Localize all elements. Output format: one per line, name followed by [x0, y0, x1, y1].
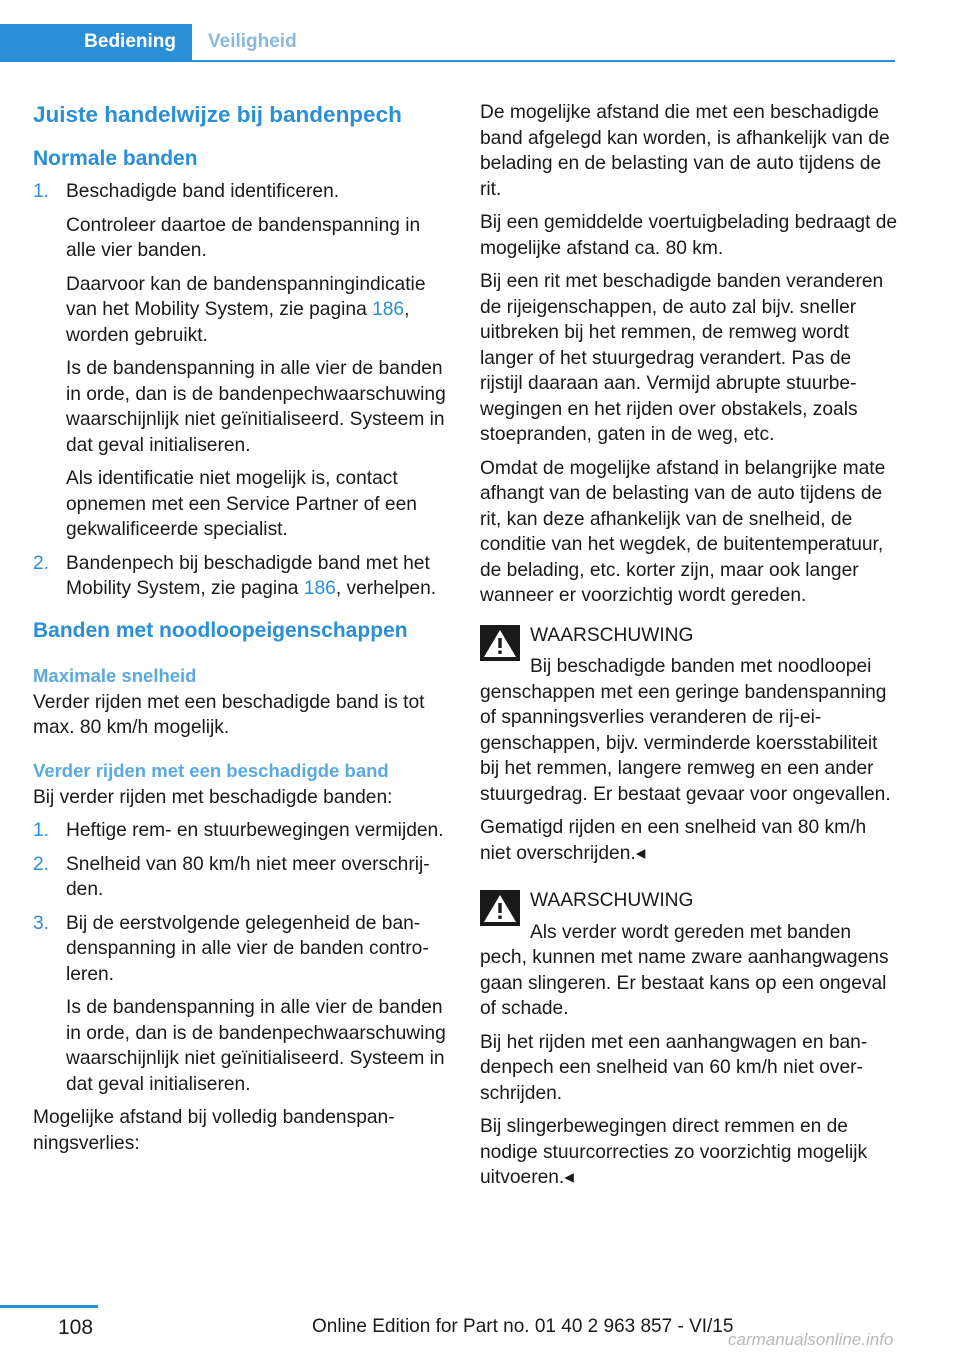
- warning-text: Gematigd rijden en een snelheid van 80 km/h niet overschrijden.◂: [480, 817, 867, 864]
- page-link[interactable]: 186: [372, 299, 405, 320]
- list-text: Snelheid van 80 km/h niet meer overschrijden.: [66, 853, 430, 900]
- left-column: [33, 100, 451, 1164]
- tab-veiligheid[interactable]: Veiligheid: [208, 31, 297, 52]
- list-number: 3.: [33, 912, 50, 934]
- section-noodloop: Banden met noodloopeigenschappen: [33, 618, 408, 642]
- list-text: Controleer daartoe de bandenspanning in alle vier banden.: [66, 214, 421, 261]
- list-text: Beschadigde band identificeren.: [66, 181, 340, 202]
- warning-text: Bij het rijden met een aanhangwagen en bandenpech een snelheid van 60 km/h niet overschrijden.: [480, 1031, 868, 1104]
- warning-triangle-icon: [480, 890, 520, 926]
- edition-text: Online Edition for Part no. 01 40 2 963 857 - VI/15: [312, 1316, 734, 1337]
- body-text: Bij een gemiddelde voertuigbelading bedraagt de mogelijke afstand ca. 80 km.: [480, 212, 898, 259]
- page-number: 108: [58, 1316, 94, 1339]
- list-text: Bandenpech bij beschadigde band met het Mobility System, zie pagina 186, verhelpen.: [66, 552, 437, 599]
- warning-title: WAARSCHUWING: [530, 890, 694, 911]
- body-text: Omdat de mogelijke afstand in belangrijke mate afhangt van de belasting van de auto tijdens de rit, kan deze afhankelijk van de snelheid, de conditie van het wegdek, de buitentemperatuur, de belading, etc. korter zijn, maar ook langer wanneer er voorzichtig wordt gereden.: [480, 457, 886, 606]
- list-text: Bij de eerstvolgende gelegenheid de bandenspanning in alle vier de banden controleren.: [66, 912, 429, 985]
- right-column: [480, 100, 898, 1199]
- warning-triangle-icon: [480, 625, 520, 661]
- section-normale-banden: Normale banden: [33, 147, 198, 170]
- list-item: [33, 852, 451, 903]
- warning-block: [480, 888, 898, 1191]
- list-item: [33, 911, 451, 1098]
- subheading-verder-rijden: Verder rijden met een beschadigde band: [33, 759, 389, 781]
- body-text: Verder rijden met een beschadigde band is tot max. 80 km/h mogelijk.: [33, 691, 425, 738]
- list-number: 1.: [33, 820, 50, 841]
- list-number: 1.: [33, 181, 50, 202]
- warning-text: pech, kunnen met name zware aanhangwagens gaan slingeren. Er bestaat kans op een ongeval of schade.: [480, 947, 889, 1019]
- footer-rule: [0, 1305, 98, 1308]
- watermark: carmanualsonline.info: [728, 1330, 894, 1349]
- list-text: Daarvoor kan de bandenspanningindicatie van het Mobility System, zie pagina 186, worden gebruikt.: [66, 273, 426, 346]
- list-text: Is de bandenspanning in alle vier de banden in orde, dan is de bandenpechwaarschuwing waarschijnlijk niet geïnitialiseerd. Systeem in dat geval initialiseren.: [66, 997, 446, 1095]
- warning-title: WAARSCHUWING: [530, 624, 694, 646]
- body-text: Bij verder rijden met beschadigde banden:: [33, 786, 393, 808]
- warning-block: [480, 623, 898, 867]
- list-text: Als identificatie niet mogelijk is, contact opnemen met een Service Partner of een gekwalificeerde specialist.: [66, 468, 417, 540]
- list-number: 2.: [33, 853, 50, 875]
- warning-text: genschappen met een geringe bandenspanning of spanningsverlies veranderen de rij-eigenschappen, bijv. verminderde koersstabiliteit bij het remmen, langere remweg en een ander stuurgedrag. Er bestaat gevaar voor ongevallen.: [480, 681, 891, 805]
- page-title: Juiste handelwijze bij bandenpech: [33, 102, 402, 127]
- warning-text: Bij slingerbewegingen direct remmen en de nodige stuurcorrecties zo voorzichtig mogelijk uitvoeren.◂: [480, 1116, 868, 1188]
- list-number: 2.: [33, 552, 50, 574]
- list-text: Is de bandenspanning in alle vier de banden in orde, dan is de bandenpechwaarschuwing waarschijnlijk niet geïnitialiseerd. Systeem in dat geval initialiseren.: [66, 358, 446, 456]
- subheading-max-snelheid: Maximale snelheid: [33, 664, 197, 686]
- warning-text: Bij beschadigde banden met noodloopei: [530, 656, 872, 677]
- warning-text: Als verder wordt gereden met banden: [530, 921, 852, 943]
- list-text: Heftige rem- en stuurbewegingen vermijden.: [66, 820, 444, 841]
- body-text: De mogelijke afstand die met een beschadigde band afgelegd kan worden, is afhankelijk van de belading en de belasting van de auto tijdens de rit.: [480, 102, 890, 200]
- page-link[interactable]: 186: [303, 578, 336, 599]
- section-tabs: [0, 24, 313, 60]
- list-item: [33, 179, 451, 543]
- tab-bediening[interactable]: Bediening: [0, 24, 192, 60]
- header-rule: [0, 60, 895, 62]
- body-text: Mogelijke afstand bij volledig bandenspanningsverlies:: [33, 1107, 395, 1154]
- list-item: [33, 551, 451, 602]
- body-text: Bij een rit met beschadigde banden veranderen de rijeigenschappen, de auto zal bijv. sneller uitbreken bij het remmen, de remweg wordt langer of het stuurgedrag verandert. Pas de rijstijl daaraan aan. Vermijd abrupte stuurbewegingen en het rijden over obstakels, zoals stoepranden, gaten in de weg, etc.: [480, 271, 884, 445]
- list-item: [33, 818, 451, 844]
